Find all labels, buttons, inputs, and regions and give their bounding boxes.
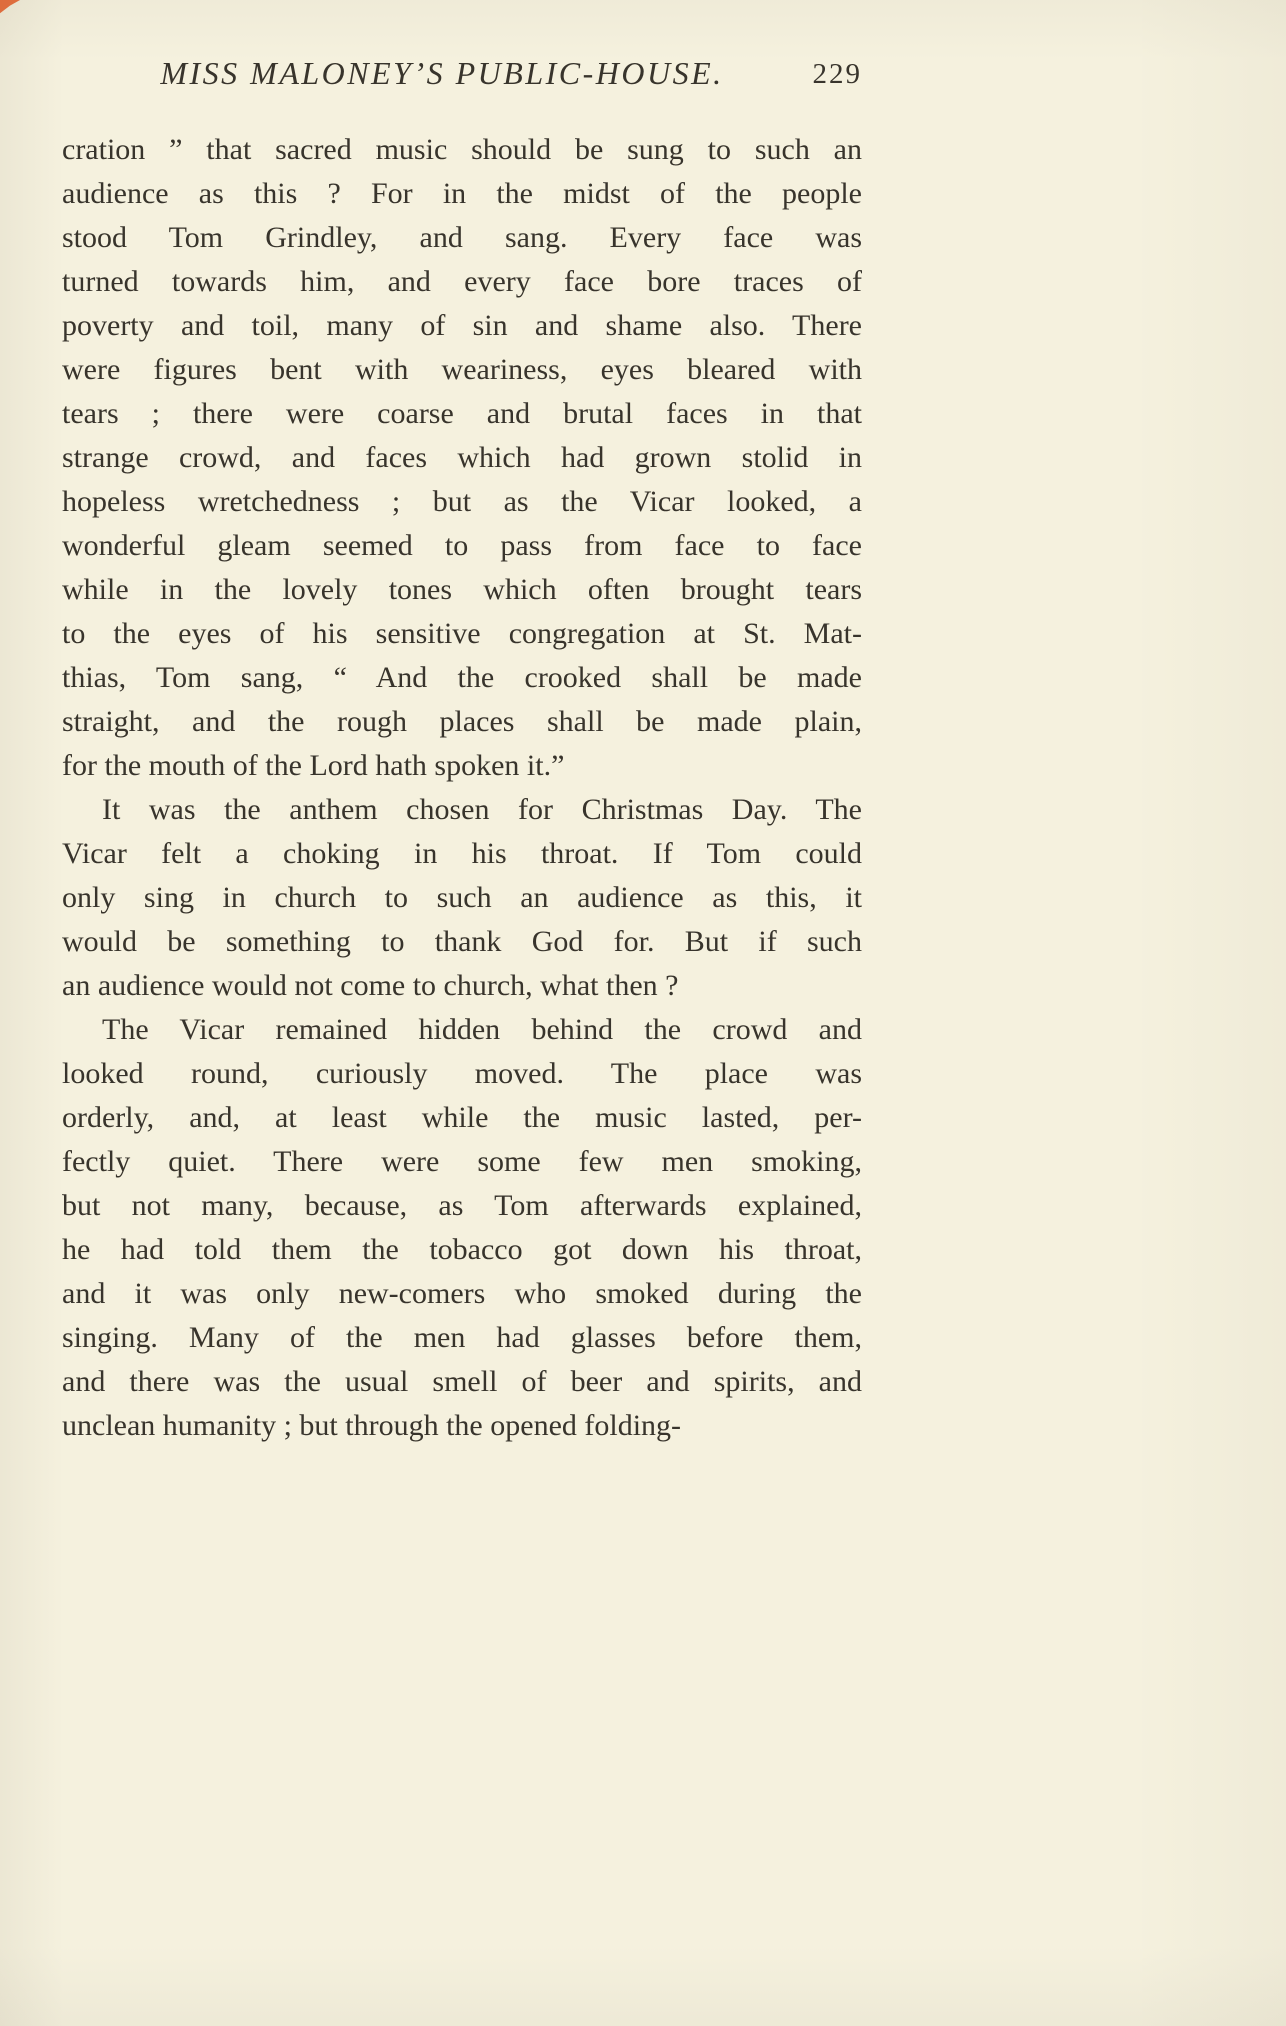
page-header (62, 50, 862, 96)
text-line: tears ; there were coarse and brutal faces in that (62, 397, 862, 430)
text-line: Vicar felt a choking in his throat. If Tom could (62, 837, 862, 870)
text-line: he had told them the tobacco got down his throat, (62, 1233, 862, 1266)
page-content (62, 50, 862, 1448)
page-number: 229 (812, 58, 862, 90)
text-line: turned towards him, and every face bore traces of (62, 265, 862, 298)
text-line: straight, and the rough places shall be made plain, (62, 705, 862, 738)
text-line: It was the anthem chosen for Christmas Day. The (102, 793, 862, 826)
text-line: cration ” that sacred music should be sung to such an (62, 133, 862, 166)
text-line: and it was only new-comers who smoked during the (62, 1277, 862, 1310)
text-line: an audience would not come to church, what then ? (62, 969, 679, 1002)
text-line: hopeless wretchedness ; but as the Vicar looked, a (62, 485, 862, 518)
text-line: fectly quiet. There were some few men smoking, (62, 1145, 862, 1178)
text-line: wonderful gleam seemed to pass from face to face (62, 529, 862, 562)
running-title: MISS MALONEY’S PUBLIC-HOUSE. (160, 55, 724, 91)
text-line: were figures bent with weariness, eyes bleared with (62, 353, 862, 386)
text-line: for the mouth of the Lord hath spoken it.” (62, 749, 565, 782)
text-line: unclean humanity ; but through the opened folding- (62, 1409, 682, 1442)
text-line: thias, Tom sang, “ And the crooked shall be made (62, 661, 862, 694)
text-line: orderly, and, at least while the music lasted, per- (62, 1101, 862, 1134)
text-line: poverty and toil, many of sin and shame also. There (62, 309, 862, 342)
text-line: only sing in church to such an audience as this, it (62, 881, 862, 914)
paragraph (62, 788, 862, 1008)
text-line: and there was the usual smell of beer and spirits, and (62, 1365, 862, 1398)
text-line: singing. Many of the men had glasses before them, (62, 1321, 862, 1354)
body-text (62, 128, 862, 1448)
text-line: would be something to thank God for. But if such (62, 925, 862, 958)
text-line: but not many, because, as Tom afterwards explained, (62, 1189, 862, 1222)
paragraph (62, 1008, 862, 1448)
scan-artifact (0, 0, 20, 14)
text-line: strange crowd, and faces which had grown stolid in (62, 441, 862, 474)
text-line: audience as this ? For in the midst of the people (62, 177, 862, 210)
text-line: while in the lovely tones which often brought tears (62, 573, 862, 606)
paragraph (62, 128, 862, 788)
text-line: looked round, curiously moved. The place was (62, 1057, 862, 1090)
text-line: to the eyes of his sensitive congregation at St. Mat- (62, 617, 862, 650)
text-line: The Vicar remained hidden behind the crowd and (102, 1013, 862, 1046)
text-line: stood Tom Grindley, and sang. Every face was (62, 221, 862, 254)
